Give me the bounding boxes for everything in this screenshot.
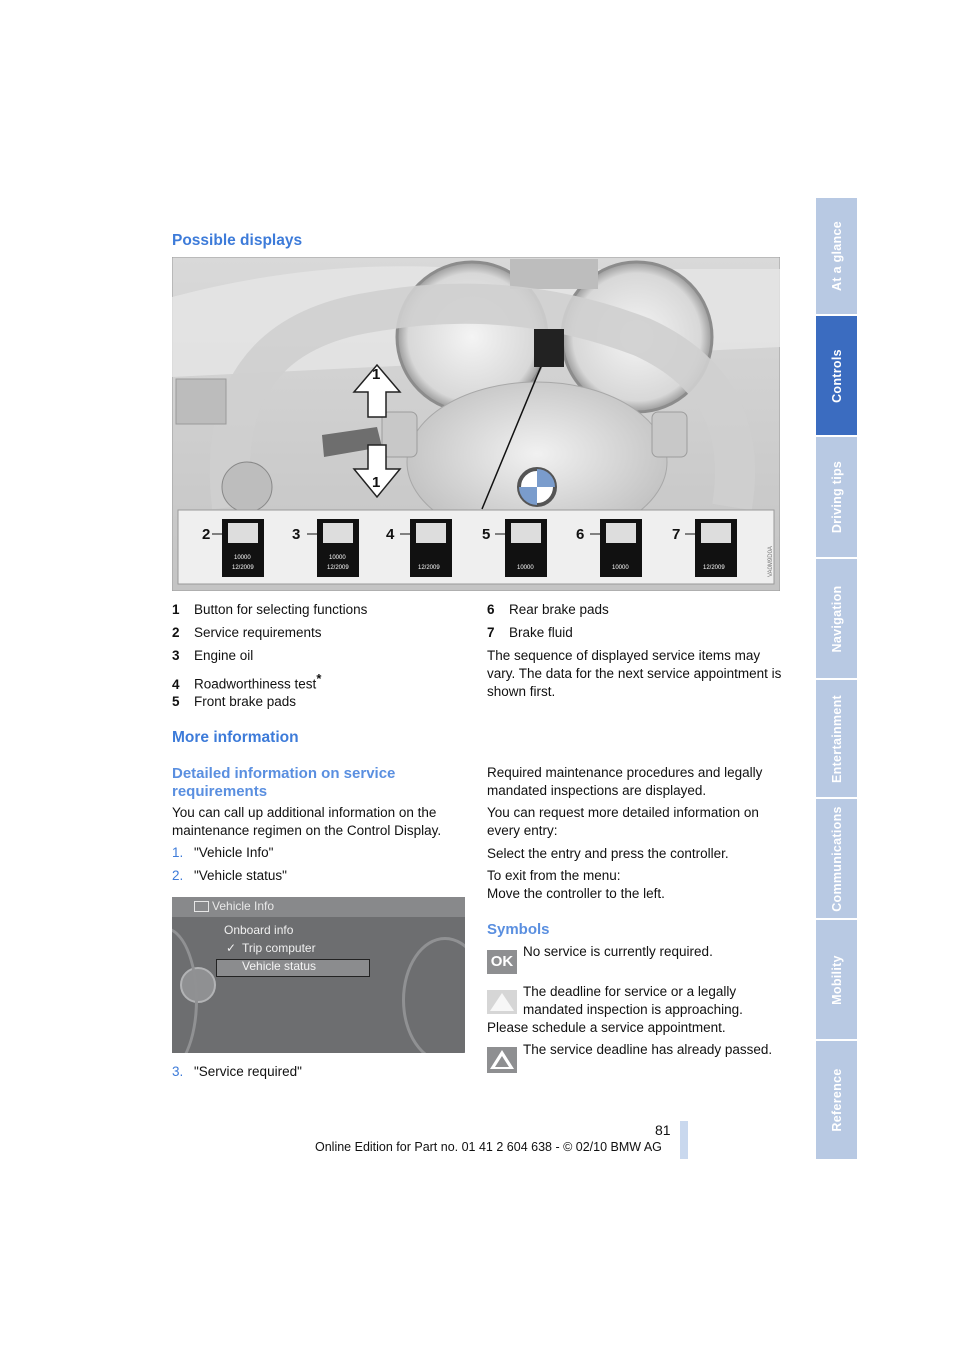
symbol-ok-text: No service is currently required. [523,944,713,959]
legend-item-6: 6 Rear brake pads [487,602,609,617]
cluster-illustration [172,257,780,591]
callout-7: 7 [672,526,681,543]
symbol-overdue-text: The service deadline has already passed. [523,1042,773,1057]
legend-item-5: 5 Front brake pads [172,694,297,709]
callout-6: 6 [576,526,585,543]
tab-controls[interactable]: Controls [816,316,857,435]
tab-reference[interactable]: Reference [816,1041,857,1159]
callout-3: 3 [292,526,301,543]
legend-item-3: 3 Engine oil [172,648,254,663]
subsection-title-detailed-info: Detailed information on service requirements [172,765,396,800]
value-10000-b: 10000 [329,555,346,561]
callout-2: 2 [202,526,211,543]
value-date-b: 12/2009 [327,565,349,571]
intro-paragraph: You can call up additional information on the maintenance regimen on the Control Display. [172,805,442,838]
tab-communications[interactable]: Communications [816,799,857,918]
right-paragraph-1: Required maintenance procedures and legally mandated inspections are displayed. [487,765,763,798]
menu-item-vehicle-status: Vehicle status [242,959,317,973]
cluster-display-icon [534,329,564,367]
figure-code: VA0M9D0A [768,546,774,577]
symbol-approaching-text-c: Please schedule a service appointment. [487,1020,726,1035]
tab-driving-tips[interactable]: Driving tips [816,437,857,557]
callout-4: 4 [386,526,395,543]
value-10000-e: 10000 [612,565,629,571]
right-paragraph-4a: To exit from the menu: [487,868,621,883]
value-date-f: 12/2009 [703,565,725,571]
legend-item-1: 1 Button for selecting functions [172,602,368,617]
symbols-title: Symbols [487,921,550,938]
right-paragraph-3: Select the entry and press the controller. [487,846,729,861]
callout-1-down: 1 [372,474,381,491]
tab-navigation[interactable]: Navigation [816,559,857,678]
service-overdue-icon [487,1047,517,1073]
symbol-approaching-text-b: mandated inspection is approaching. [523,1002,743,1017]
tab-entertainment[interactable]: Entertainment [816,680,857,797]
tab-at-a-glance[interactable]: At a glance [816,198,857,314]
screen-title: Vehicle Info [212,899,275,913]
ok-icon: OK [487,950,517,974]
check-icon: ✓ [226,941,237,955]
symbol-approaching-text-a: The deadline for service or a legally [523,984,737,999]
footer-edition: Online Edition for Part no. 01 41 2 604 638 - © 02/10 BMW AG [315,1140,662,1154]
legend-item-2: 2 Service requirements [172,625,322,640]
legend-item-7: 7 Brake fluid [487,625,573,640]
page-number-bar [680,1121,688,1159]
value-10000-a: 10000 [234,555,251,561]
section-title-possible-displays: Possible displays [172,232,303,249]
menu-item-trip-computer: Trip computer [242,941,316,955]
asterisk-mark: * [316,671,322,686]
step-2: 2. "Vehicle status" [172,868,287,883]
sequence-note: The sequence of displayed service items may vary. The data for the next service appointment is shown first. [487,648,782,699]
tab-mobility[interactable]: Mobility [816,920,857,1039]
service-approaching-icon [487,990,517,1014]
callout-5: 5 [482,526,491,543]
car-icon [194,901,209,912]
value-date-c: 12/2009 [418,565,440,571]
menu-item-onboard-info: Onboard info [224,923,294,937]
step-3: 3. "Service required" [172,1064,302,1079]
right-paragraph-4b: Move the controller to the left. [487,886,665,901]
control-display-screenshot [172,897,465,1053]
legend-item-4: 4 Roadworthiness test* [172,671,322,692]
value-10000-d: 10000 [517,565,534,571]
callout-1-up: 1 [372,366,381,383]
value-date-a: 12/2009 [232,565,254,571]
right-paragraph-2: You can request more detailed information on every entry: [487,805,759,838]
step-1: 1. "Vehicle Info" [172,845,274,860]
page-number: 81 [655,1122,671,1138]
instrument-cluster-figure [172,257,780,591]
section-title-more-information: More information [172,729,299,746]
